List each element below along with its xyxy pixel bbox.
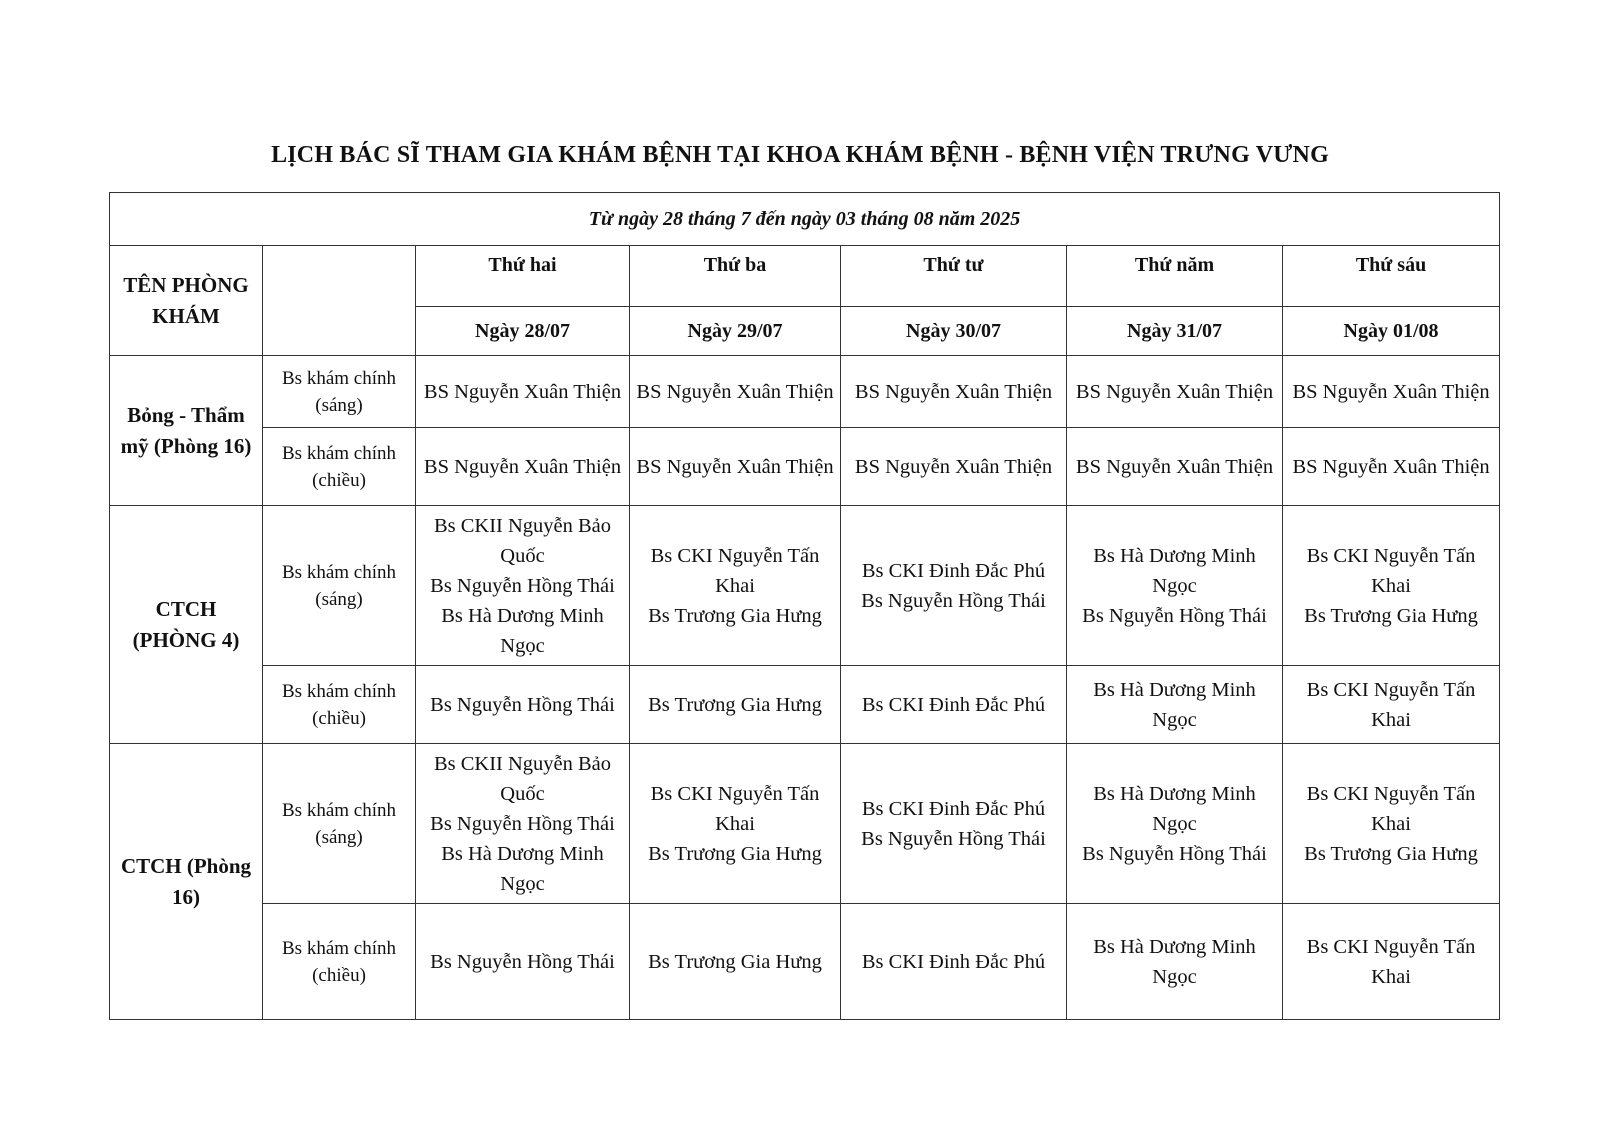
doctor-name: Bs Trương Gia Hưng <box>648 842 822 865</box>
room-name: CTCH (Phòng 16) <box>110 744 263 1020</box>
doctor-cell <box>1067 428 1283 506</box>
doctor-cell <box>1283 506 1500 666</box>
doctor-name: Bs CKI Nguyễn Tấn Khai <box>1306 544 1476 597</box>
doctor-cell <box>841 744 1067 904</box>
session-label: Bs khám chính (chiều) <box>263 428 416 506</box>
doctor-cell <box>1283 356 1500 428</box>
day-date-header: Ngày 28/07 <box>416 307 630 356</box>
doctor-name: Bs CKI Nguyễn Tấn Khai <box>1306 935 1476 988</box>
doctor-name: Bs Nguyễn Hồng Thái <box>430 950 615 973</box>
doctor-name: Bs Nguyễn Hồng Thái <box>430 574 615 597</box>
doctor-name: Bs CKI Đinh Đắc Phú <box>861 693 1046 716</box>
doctor-cell <box>416 356 630 428</box>
doctor-cell <box>630 506 841 666</box>
doctor-cell <box>1067 356 1283 428</box>
doctor-name: BS Nguyễn Xuân Thiện <box>854 455 1053 478</box>
doctor-name: BS Nguyễn Xuân Thiện <box>423 380 622 403</box>
doctor-name: Bs CKI Nguyễn Tấn Khai <box>650 782 820 835</box>
schedule-row <box>110 744 1500 904</box>
doctor-name: BS Nguyễn Xuân Thiện <box>1292 455 1490 478</box>
schedule-row <box>110 666 1500 744</box>
doctor-name: Bs Trương Gia Hưng <box>648 950 822 973</box>
doctor-cell <box>416 744 630 904</box>
doctor-cell <box>841 904 1067 1020</box>
doctor-cell <box>1283 744 1500 904</box>
doctor-cell <box>1067 904 1283 1020</box>
doctor-cell <box>630 428 841 506</box>
doctor-name: Bs Nguyễn Hồng Thái <box>430 693 615 716</box>
doctor-cell <box>630 666 841 744</box>
doctor-name: Bs Hà Dương Minh Ngọc <box>441 604 604 657</box>
day-name-header: Thứ năm <box>1067 246 1283 307</box>
day-date-header: Ngày 30/07 <box>841 307 1067 356</box>
day-name-header: Thứ tư <box>841 246 1067 307</box>
room-column-header: TÊN PHÒNG KHÁM <box>110 246 263 356</box>
doctor-name: Bs Nguyễn Hồng Thái <box>861 827 1046 850</box>
doctor-name: BS Nguyễn Xuân Thiện <box>1075 380 1274 403</box>
doctor-name: Bs Trương Gia Hưng <box>1304 842 1478 865</box>
doctor-cell <box>841 506 1067 666</box>
schedule-row <box>110 356 1500 428</box>
doctor-name: Bs Nguyễn Hồng Thái <box>430 812 615 835</box>
schedule-row <box>110 506 1500 666</box>
day-date-header: Ngày 29/07 <box>630 307 841 356</box>
doctor-name: Bs Trương Gia Hưng <box>648 693 822 716</box>
doctor-cell <box>841 356 1067 428</box>
doctor-cell <box>1283 666 1500 744</box>
day-name-header: Thứ ba <box>630 246 841 307</box>
doctor-name: Bs Trương Gia Hưng <box>648 604 822 627</box>
period-range: Từ ngày 28 tháng 7 đến ngày 03 tháng 08 năm 2025 <box>110 193 1500 246</box>
doctor-cell <box>416 666 630 744</box>
doctor-name: BS Nguyễn Xuân Thiện <box>423 455 622 478</box>
session-label: Bs khám chính (sáng) <box>263 356 416 428</box>
doctor-name: Bs Hà Dương Minh Ngọc <box>441 842 604 895</box>
room-name: CTCH (PHÒNG 4) <box>110 506 263 744</box>
doctor-cell <box>1067 744 1283 904</box>
session-label: Bs khám chính (chiều) <box>263 666 416 744</box>
page-title: LỊCH BÁC SĨ THAM GIA KHÁM BỆNH TẠI KHOA KHÁM BỆNH - BỆNH VIỆN TRƯNG VƯNG <box>271 142 1329 168</box>
doctor-cell <box>1283 904 1500 1020</box>
doctor-cell <box>1283 428 1500 506</box>
doctor-name: Bs Nguyễn Hồng Thái <box>1082 842 1267 865</box>
doctor-name: Bs Trương Gia Hưng <box>1304 604 1478 627</box>
doctor-name: Bs CKI Đinh Đắc Phú <box>861 797 1046 820</box>
doctor-cell <box>630 744 841 904</box>
doctor-name: Bs CKI Nguyễn Tấn Khai <box>650 544 820 597</box>
doctor-name: BS Nguyễn Xuân Thiện <box>854 380 1053 403</box>
day-date-header: Ngày 01/08 <box>1283 307 1500 356</box>
room-name: Bỏng - Thẩm mỹ (Phòng 16) <box>110 356 263 506</box>
doctor-name: Bs CKI Đinh Đắc Phú <box>861 559 1046 582</box>
doctor-name: Bs Hà Dương Minh Ngọc <box>1093 678 1256 731</box>
day-date-header: Ngày 31/07 <box>1067 307 1283 356</box>
day-name-header: Thứ sáu <box>1283 246 1500 307</box>
doctor-cell <box>1067 666 1283 744</box>
doctor-cell <box>841 428 1067 506</box>
doctor-name: BS Nguyễn Xuân Thiện <box>636 380 834 403</box>
doctor-name: Bs Hà Dương Minh Ngọc <box>1093 782 1256 835</box>
doctor-name: BS Nguyễn Xuân Thiện <box>636 455 834 478</box>
doctor-name: Bs Hà Dương Minh Ngọc <box>1093 935 1256 988</box>
doctor-cell <box>630 356 841 428</box>
doctor-name: Bs CKI Đinh Đắc Phú <box>861 950 1046 973</box>
doctor-cell <box>416 428 630 506</box>
doctor-name: Bs CKII Nguyễn Bảo Quốc <box>433 752 612 805</box>
session-column-header <box>263 246 416 356</box>
doctor-name: Bs Hà Dương Minh Ngọc <box>1093 544 1256 597</box>
session-label: Bs khám chính (sáng) <box>263 506 416 666</box>
doctor-name: Bs CKII Nguyễn Bảo Quốc <box>433 514 612 567</box>
session-label: Bs khám chính (sáng) <box>263 744 416 904</box>
day-name-header: Thứ hai <box>416 246 630 307</box>
doctor-cell <box>416 904 630 1020</box>
doctor-cell <box>416 506 630 666</box>
doctor-name: Bs CKI Nguyễn Tấn Khai <box>1306 678 1476 731</box>
schedule-row <box>110 904 1500 1020</box>
doctor-name: Bs Nguyễn Hồng Thái <box>861 589 1046 612</box>
schedule-row <box>110 428 1500 506</box>
session-label: Bs khám chính (chiều) <box>263 904 416 1020</box>
schedule-table <box>109 192 1500 1020</box>
doctor-name: BS Nguyễn Xuân Thiện <box>1075 455 1274 478</box>
doctor-name: Bs CKI Nguyễn Tấn Khai <box>1306 782 1476 835</box>
doctor-cell <box>1067 506 1283 666</box>
doctor-cell <box>630 904 841 1020</box>
doctor-cell <box>841 666 1067 744</box>
doctor-name: Bs Nguyễn Hồng Thái <box>1082 604 1267 627</box>
doctor-name: BS Nguyễn Xuân Thiện <box>1292 380 1490 403</box>
